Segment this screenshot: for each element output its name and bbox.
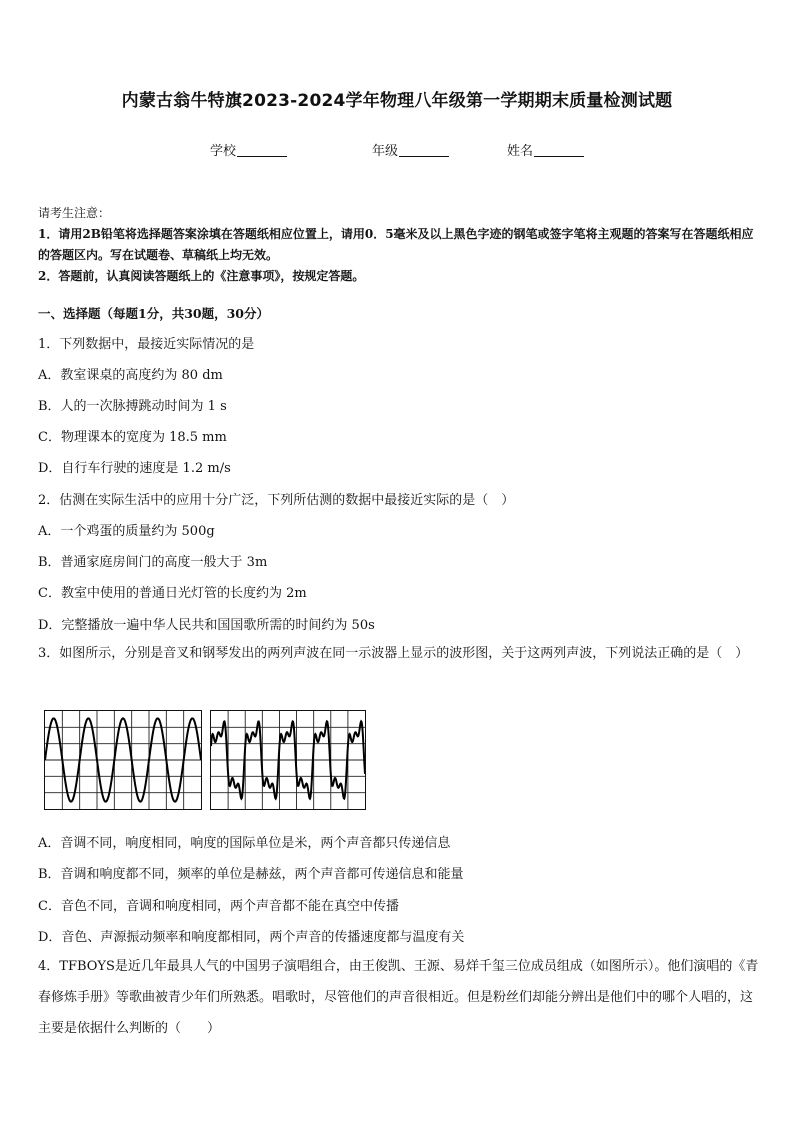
name-field[interactable]: 姓名 [507, 140, 584, 159]
question-3-option-d[interactable]: D．音色、声源振动频率和响度都相同，两个声音的传播速度都与温度有关 [38, 930, 465, 945]
notice-item-2: 2．答题前，认真阅读答题纸上的《注意事项》，按规定答题。 [38, 269, 365, 283]
tuning-fork-oscilloscope [44, 710, 202, 810]
question-1-option-a[interactable]: A．教室课桌的高度约为 80 dm [38, 368, 223, 383]
grade-field[interactable]: 年级 [372, 140, 449, 159]
question-3-option-c[interactable]: C．音色不同，音调和响度相同，两个声音都不能在真空中传播 [38, 899, 399, 914]
question-2-stem: 2．估测在实际生活中的应用十分广泛，下列所估测的数据中最接近实际的是（ ） [38, 493, 515, 508]
student-info-fields [0, 140, 794, 160]
piano-oscilloscope [210, 710, 366, 810]
question-4-stem: 4．TFBOYS是近几年最具人气的中国男子演唱组合，由王俊凯、王源、易烊千玺三位成员组成（如图所示）。他们演唱的《青春修炼手册》等歌曲被青少年们所熟悉。唱歌时，尽管他们的声音很相近。但是粉丝们却能分辨出是他们中的哪个人唱的，这主要是依据什么判断的（ ） [38, 959, 759, 1036]
school-field[interactable]: 学校 [210, 140, 287, 159]
question-1-stem: 1．下列数据中，最接近实际情况的是 [38, 337, 255, 352]
notice-header: 请考生注意： [38, 206, 111, 220]
question-2-option-a[interactable]: A．一个鸡蛋的质量约为 500g [38, 524, 215, 539]
tuning-fork-waveform [45, 711, 201, 809]
question-3-option-a[interactable]: A．音调不同，响度相同，响度的国际单位是米，两个声音都只传递信息 [38, 836, 451, 851]
page-title: 内蒙古翁牛特旗2023-2024学年物理八年级第一学期期末质量检测试题 [121, 91, 673, 111]
question-2-option-b[interactable]: B．普通家庭房间门的高度一般大于 3m [38, 555, 268, 570]
question-1-option-c[interactable]: C．物理课本的宽度为 18.5 mm [38, 430, 227, 445]
piano-waveform [211, 711, 365, 809]
question-3-stem: 3．如图所示，分别是音叉和钢琴发出的两列声波在同一示波器上显示的波形图，关于这两列声波，下列说法正确的是（ ） [38, 646, 749, 661]
question-2-option-c[interactable]: C．教室中使用的普通日光灯管的长度约为 2m [38, 586, 307, 601]
question-1-option-b[interactable]: B．人的一次脉搏跳动时间为 1 s [38, 399, 227, 414]
question-1-option-d[interactable]: D．自行车行驶的速度是 1.2 m/s [38, 461, 231, 476]
question-2-option-d[interactable]: D．完整播放一遍中华人民共和国国歌所需的时间约为 50s [38, 618, 375, 633]
section-heading: 一、选择题（每题1分，共30题，30分） [38, 306, 269, 321]
exam-notice [38, 203, 760, 287]
notice-item-1: 1．请用2B铅笔将选择题答案涂填在答题纸相应位置上，请用0．5毫米及以上黑色字迹的钢笔或签字笔将主观题的答案写在答题纸相应的答题区内。写在试题卷、草稿纸上均无效。 [38, 227, 754, 262]
question-3-option-b[interactable]: B．音调和响度都不同，频率的单位是赫兹，两个声音都可传递信息和能量 [38, 867, 464, 882]
